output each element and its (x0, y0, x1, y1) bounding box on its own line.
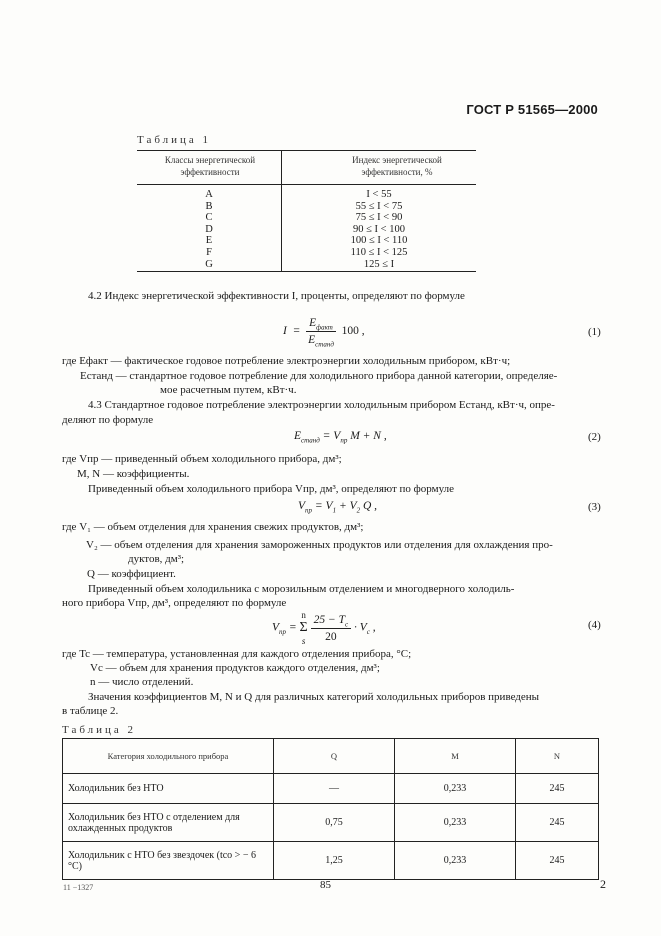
table-cell: Холодильник с НТО без звездочек (tсо > − 6 °C) (63, 842, 274, 880)
where-m-n: M, N — коэффициенты. (77, 468, 190, 480)
table2 (62, 738, 599, 880)
sheet-number: 2 (600, 877, 606, 891)
where-n: n — число отделений. (90, 676, 194, 688)
table-cell: 245 (516, 842, 599, 880)
formula-4: $V_{пр}$ = n Σ s $\frac{25 - T_c}{20}$ · $V_c$ , (272, 610, 376, 646)
equation-number-3: (3) (588, 501, 601, 513)
table-cell: G (205, 258, 213, 270)
table-row (63, 774, 599, 804)
table-cell: Холодильник без НТО (63, 774, 274, 804)
paragraph-4-3: 4.3 Стандартное годовое потребление электроэнергии холодильным прибором Eстанд, кВт·ч, опре- (88, 399, 555, 411)
where-v-pr: где Vпр — приведенный объем холодильного прибора, дм³; (62, 453, 342, 465)
table2-header-q: Q (274, 739, 395, 774)
table-cell: A (205, 189, 213, 200)
table1-col2-header: Индекс энергетической эффективности, % (352, 155, 442, 177)
table1-caption: Таблица 1 (137, 134, 212, 146)
page-number: 85 (320, 879, 331, 891)
table-row (63, 842, 599, 880)
table1 (137, 150, 476, 272)
table-row (63, 804, 599, 842)
table2-header-n: N (516, 739, 599, 774)
paragraph-coefficients: Значения коэффициентов M, N и Q для различных категорий холодильных приборов приведены (88, 691, 540, 703)
where-e-stand: Eстанд — стандартное годовое потребление для холодильного прибора данной категории, определяе- (80, 370, 558, 382)
table-cell: 0,233 (395, 842, 516, 880)
table-cell: E (205, 235, 213, 247)
where-tc: где Tc — температура, установленная для каждого отделения прибора, °C; (62, 648, 412, 660)
table-cell: 0,75 (274, 804, 395, 842)
where-v2-cont: дуктов, дм³; (128, 553, 185, 565)
table2-header-category: Категория холодильного прибора (63, 739, 274, 774)
table-cell: 0,233 (395, 804, 516, 842)
table1-range-column (282, 189, 476, 270)
table-cell: 0,233 (395, 774, 516, 804)
where-v2: V₂ — объем отделения для хранения замороженных продуктов или отделения для охлаждения про- (86, 539, 553, 551)
table-cell: 245 (516, 774, 599, 804)
standard-number: ГОСТ Р 51565—2000 (466, 102, 598, 117)
footer-print-code: 11 −1327 (63, 883, 94, 892)
where-v1: где V₁ — объем отделения для хранения свежих продуктов, дм³; (62, 521, 364, 533)
paragraph-4-2: 4.2 Индекс энергетической эффективности I, проценты, определяют по формуле (88, 290, 465, 302)
table-cell: 90 ≤ I < 100 (353, 223, 405, 235)
table-cell: 75 ≤ I < 90 (355, 212, 403, 224)
table2-header-row (63, 739, 599, 774)
table-cell: 110 ≤ I < 125 (350, 246, 408, 258)
table1-class-column (137, 189, 281, 270)
table-cell: C (205, 212, 213, 224)
paragraph-multidoor: Приведенный объем холодильника с морозильным отделением и многодверного холодиль- (88, 583, 515, 595)
table-cell: Холодильник без НТО с отделением для охлажденных продуктов (63, 804, 274, 842)
table-cell: B (205, 200, 213, 212)
table2-header-m: M (395, 739, 516, 774)
where-e-fact: где Eфакт — фактическое годовое потребление электроэнергии холодильным прибором, кВт·ч; (62, 355, 511, 367)
table-cell: D (205, 223, 213, 235)
paragraph-multidoor-cont: ного прибора Vпр, дм³, определяют по формуле (62, 597, 287, 609)
formula-3: $V_{пр} = V_1 + V_2$ Q , (298, 500, 378, 515)
equation-number-4: (4) (588, 619, 601, 631)
where-q: Q — коэффициент. (87, 568, 176, 580)
table2-caption: Таблица 2 (62, 724, 137, 736)
table-cell: 55 ≤ I < 75 (355, 200, 403, 212)
paragraph-reduced-volume: Приведенный объем холодильного прибора Vпр, дм³, определяют по формуле (88, 483, 454, 495)
table-cell: 100 ≤ I < 110 (350, 235, 408, 247)
paragraph-coefficients-cont: в таблице 2. (62, 705, 119, 717)
where-e-stand-cont: мое расчетным путем, кВт·ч. (160, 384, 297, 396)
formula-1: I = $\frac{E_{факт}}{E_{станд}}$ 100 , (283, 317, 365, 349)
table-cell: F (206, 246, 212, 258)
table-cell: 125 ≤ I (363, 258, 395, 270)
paragraph-4-3-cont: деляют по формуле (62, 414, 154, 426)
table-cell: — (274, 774, 395, 804)
equation-number-1: (1) (588, 326, 601, 338)
formula-2: $E_{станд} = V_{пр}$ M + N , (294, 430, 387, 445)
where-vc: Vc — объем для хранения продуктов каждого отделения, дм³; (90, 662, 380, 674)
table-cell: 1,25 (274, 842, 395, 880)
table-cell: 245 (516, 804, 599, 842)
table1-col1-header: Классы энергетической эффективности (164, 155, 256, 177)
equation-number-2: (2) (588, 431, 601, 443)
table-cell: I < 55 (366, 189, 392, 200)
